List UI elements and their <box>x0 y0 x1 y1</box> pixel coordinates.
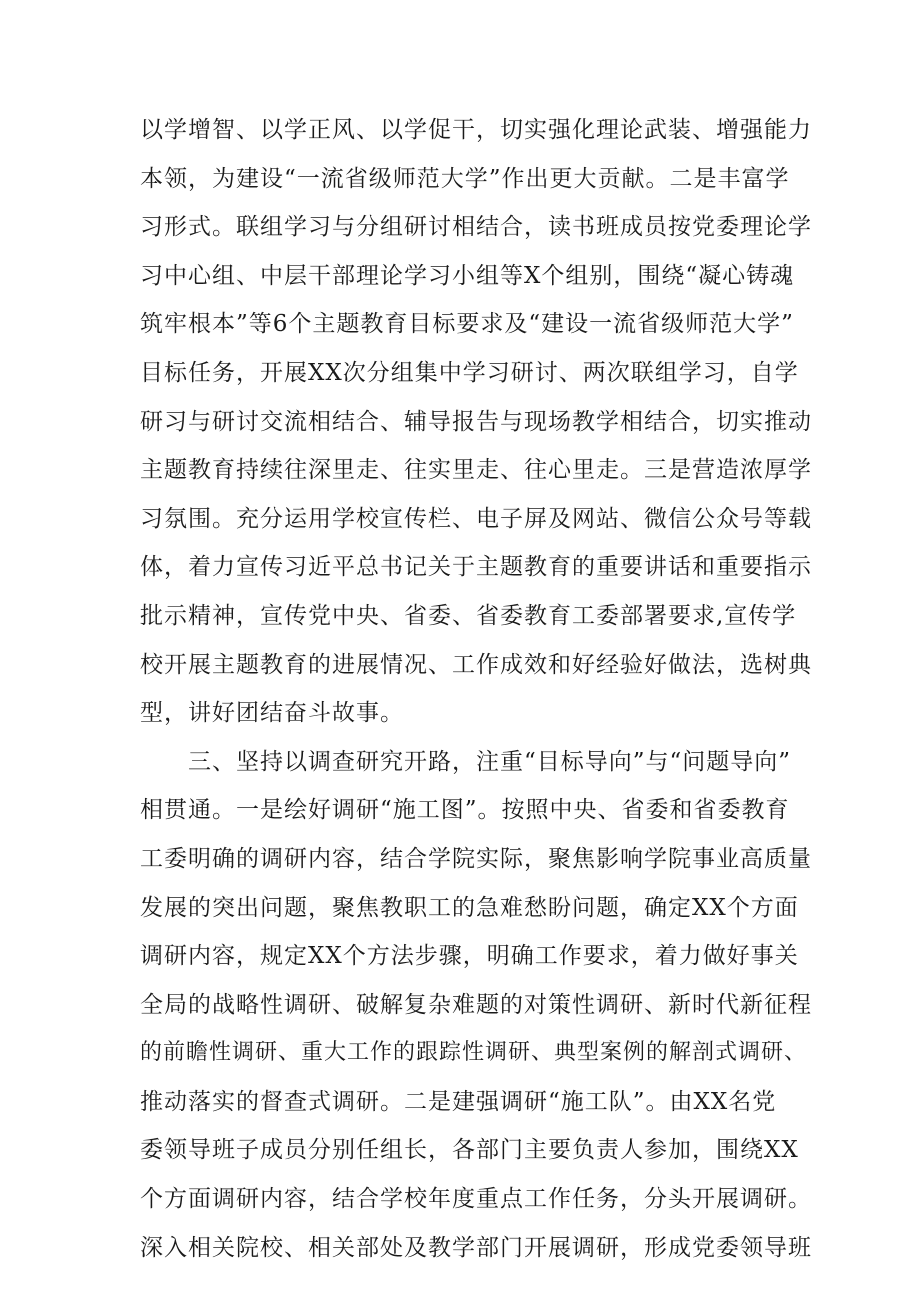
text-line: 习形式。联组学习与分组研讨相结合，读书班成员按党委理论学 <box>140 214 812 241</box>
text-line: 个方面调研内容，结合学校年度重点工作任务，分头开展调研。 <box>140 1186 812 1213</box>
text-line: 以学增智、以学正风、以学促干，切实强化理论武装、增强能力 <box>140 117 812 143</box>
text-line: 工委明确的调研内容，结合学院实际，聚焦影响学院事业高质量 <box>140 845 812 872</box>
text-line: 校开展主题教育的进展情况、工作成效和好经验好做法，选树典 <box>140 651 812 678</box>
body-text <box>140 106 812 1272</box>
text-line: 相贯通。一是绘好调研“施工图”。按照中央、省委和省委教育 <box>140 797 790 824</box>
text-line: 习氛围。充分运用学校宣传栏、电子屏及网站、微信公众号等载 <box>140 505 812 532</box>
section-heading-line: 三、坚持以调查研究开路，注重“目标导向”与“问题导向” <box>140 748 792 775</box>
text-line: 习中心组、中层干部理论学习小组等X个组别，围绕“凝心铸魂 <box>140 262 795 289</box>
text-line: 批示精神，宣传党中央、省委、省委教育工委部署要求,宣传学 <box>140 602 797 629</box>
text-line: 的前瞻性调研、重大工作的跟踪性调研、典型案例的解剖式调研、 <box>140 1040 808 1066</box>
text-line: 研习与研讨交流相结合、辅导报告与现场教学相结合，切实推动 <box>140 408 812 435</box>
text-line: 本领，为建设“一流省级师范大学”作出更大贡献。二是丰富学 <box>140 165 790 192</box>
text-line: 目标任务，开展XX次分组集中学习研讨、两次联组学习，自学 <box>140 359 799 386</box>
text-line: 委领导班子成员分别任组长，各部门主要负责人参加，围绕XX <box>140 1137 799 1164</box>
text-line: 深入相关院校、相关部处及教学部门开展调研，形成党委领导班 <box>140 1234 812 1261</box>
text-line: 体，着力宣传习近平总书记关于主题教育的重要讲话和重要指示 <box>140 554 812 581</box>
text-line: 主题教育持续往深里走、往实里走、往心里走。三是营造浓厚学 <box>140 457 812 484</box>
text-line: 全局的战略性调研、破解复杂难题的对策性调研、新时代新征程 <box>140 991 812 1018</box>
text-line: 调研内容，规定XX个方法步骤，明确工作要求，着力做好事关 <box>140 943 799 970</box>
text-line: 推动落实的督查式调研。二是建强调研“施工队”。由XX名党 <box>140 1088 777 1115</box>
text-line: 型，讲好团结奋斗故事。 <box>140 700 404 727</box>
text-line: 筑牢根本”等6个主题教育目标要求及“建设一流省级师范大学” <box>140 311 794 338</box>
text-line: 发展的突出问题，聚焦教职工的急难愁盼问题，确定XX个方面 <box>140 894 799 921</box>
